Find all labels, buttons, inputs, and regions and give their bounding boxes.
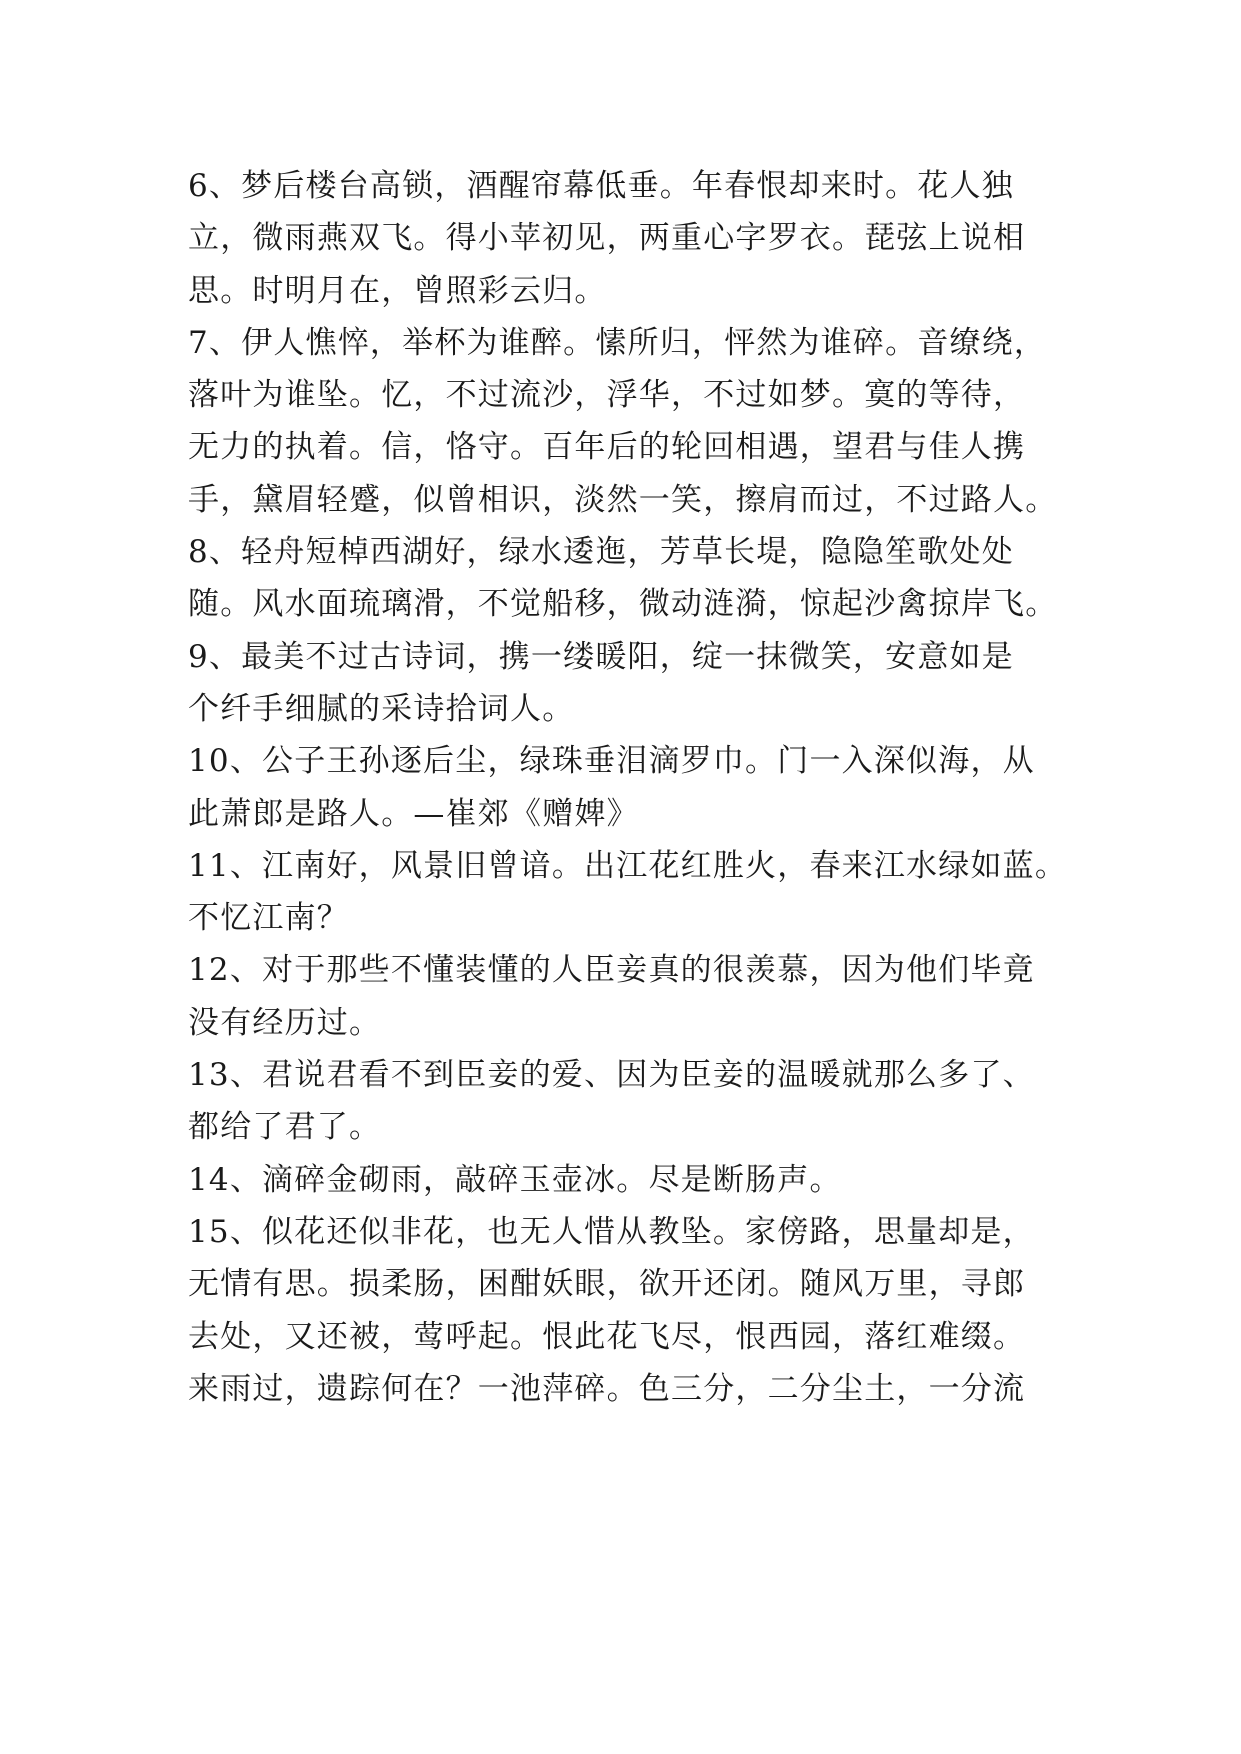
text-line: 13、君说君看不到臣妾的爱、因为臣妾的温暖就那么多了、 — [188, 1057, 1035, 1094]
text-line: 立，微雨燕双飞。得小苹初见，两重心字罗衣。琵弦上说相 — [188, 220, 1026, 257]
paragraph-13 — [188, 1049, 1078, 1154]
text-line: 来雨过，遗踪何在？一池萍碎。色三分，二分尘土，一分流 — [188, 1370, 1026, 1407]
text-line: 11、江南好，风景旧曾谙。出江花红胜火，春来江水绿如蓝。 — [188, 847, 1068, 884]
text-line: 手，黛眉轻蹙，似曾相识，淡然一笑，擦肩而过，不过路人。 — [188, 481, 1058, 518]
paragraph-6 — [188, 160, 1078, 317]
text-line: 14、滴碎金砌雨，敲碎玉壶冰。尽是断肠声。 — [188, 1161, 842, 1198]
paragraph-11 — [188, 840, 1078, 945]
paragraph-12 — [188, 944, 1078, 1049]
text-line: 无力的执着。信，恪守。百年后的轮回相遇，望君与佳人携 — [188, 429, 1026, 466]
paragraph-8 — [188, 526, 1078, 631]
text-line: 10、公子王孙逐后尘，绿珠垂泪滴罗巾。门一入深似海，从 — [188, 743, 1035, 780]
text-line: 8、轻舟短棹西湖好，绿水逶迤，芳草长堤，隐隐笙歌处处 — [188, 534, 1014, 571]
text-line: 随。风水面琉璃滑，不觉船移，微动涟漪，惊起沙禽掠岸飞。 — [188, 586, 1058, 623]
paragraph-10 — [188, 735, 1078, 840]
text-line: 思。时明月在，曾照彩云归。 — [188, 272, 607, 309]
text-line: 无情有思。损柔肠，困酣妖眼，欲开还闭。随风万里，寻郎 — [188, 1266, 1026, 1303]
text-line: 个纤手细腻的采诗拾词人。 — [188, 690, 575, 727]
paragraph-7 — [188, 317, 1078, 526]
text-line: 去处，又还被，莺呼起。恨此花飞尽，恨西园，落红难缀。 — [188, 1318, 1026, 1355]
paragraph-9 — [188, 631, 1078, 736]
text-line: 都给了君了。 — [188, 1109, 382, 1146]
text-line: 此萧郎是路人。—崔郊《赠婢》 — [188, 795, 639, 832]
text-line: 15、似花还似非花，也无人惜从教坠。家傍路，思量却是， — [188, 1213, 1035, 1250]
paragraph-14 — [188, 1154, 1078, 1206]
text-line: 落叶为谁坠。忆，不过流沙，浮华，不过如梦。寞的等待， — [188, 377, 1026, 414]
document-body — [188, 160, 1078, 1415]
text-line: 9、最美不过古诗词，携一缕暖阳，绽一抹微笑，安意如是 — [188, 638, 1014, 675]
text-line: 6、梦后楼台高锁，酒醒帘幕低垂。年春恨却来时。花人独 — [188, 168, 1014, 204]
text-line: 没有经历过。 — [188, 1004, 382, 1041]
paragraph-15 — [188, 1206, 1078, 1415]
text-line: 12、对于那些不懂装懂的人臣妾真的很羡慕，因为他们毕竟 — [188, 952, 1035, 989]
text-line: 不忆江南？ — [188, 900, 349, 937]
text-line: 7、伊人憔悴，举杯为谁醉。愫所归，怦然为谁碎。音缭绕， — [188, 324, 1047, 361]
